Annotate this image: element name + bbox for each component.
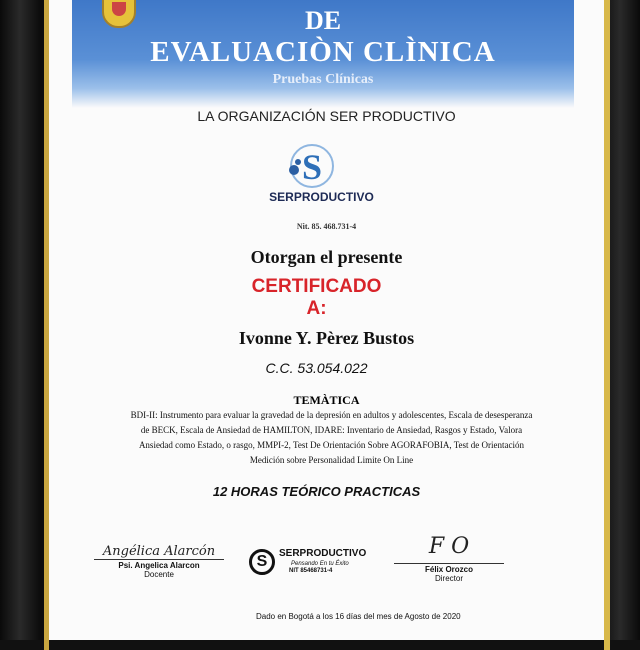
- signature-line: [394, 563, 504, 564]
- to-label: A:: [306, 298, 327, 319]
- signer-role: Director: [434, 574, 463, 583]
- signature-line: [94, 559, 224, 560]
- header-line: DE: [304, 6, 342, 35]
- signer-name: Félix Orozco: [424, 565, 473, 574]
- signature-docente: [94, 544, 224, 579]
- certificate-label: CERTIFICADO: [251, 276, 382, 297]
- organization: LA ORGANIZACIÓN SER PRODUCTIVO: [197, 108, 456, 124]
- nit-number: Nit. 85. 468.731-4: [296, 222, 357, 231]
- header-title: EVALUACIÒN CLÌNICA: [150, 36, 496, 68]
- header-banner: [72, 0, 574, 108]
- signature-scribble: Angélica Alarcón: [102, 544, 216, 559]
- ser-productivo-logo-icon: [282, 140, 336, 194]
- certificate-paper: [49, 0, 604, 640]
- signature-director: [394, 534, 504, 583]
- grant-text: Otorgan el presente: [250, 247, 403, 267]
- logo-text: SERPRODUCTIVO: [269, 190, 374, 204]
- signature-scribble: F O: [428, 534, 470, 559]
- stamp-title: SERPRODUCTIVO: [279, 548, 367, 559]
- header-subtitle: Pruebas Clínicas: [272, 72, 374, 87]
- topic-line: BDI-II: Instrumento para evaluar la gravedad de la depresión en adultos y adolescentes, Escala de desesperanza: [130, 410, 533, 420]
- signer-role: Docente: [144, 570, 174, 579]
- stamp-logo-icon: S: [249, 549, 275, 575]
- topic-description: [109, 408, 554, 468]
- topic-line: Medición sobre Personalidad Limite On Line: [249, 455, 414, 465]
- stamp-slogan: Pensando En tu Éxito: [291, 561, 349, 567]
- stamp-nit: NIT 85468731-4: [289, 568, 333, 574]
- svg-text:S: S: [301, 147, 323, 187]
- issue-date: Dado en Bogotá a los 16 días del mes de Agosto de 2020: [256, 612, 461, 621]
- topic-title: TEMÀTICA: [293, 393, 360, 407]
- topic-line: de BECK, Escala de Ansiedad de HAMILTON, IDARE: Inventario de Ansiedad, Rasgos y Estado, Valora: [140, 425, 523, 435]
- hours: 12 HORAS TEÓRICO PRACTICAS: [212, 484, 421, 499]
- id-number: C.C. 53.054.022: [265, 360, 368, 376]
- topic-line: Ansiedad como Estado, o rasgo, MMPI-2, Test De Orientación Sobre AGORAFOBIA, Test de Orientación: [138, 440, 525, 450]
- signer-name: Psi. Angelica Alarcon: [118, 561, 200, 570]
- recipient-name: Ivonne Y. Pèrez Bustos: [238, 328, 415, 348]
